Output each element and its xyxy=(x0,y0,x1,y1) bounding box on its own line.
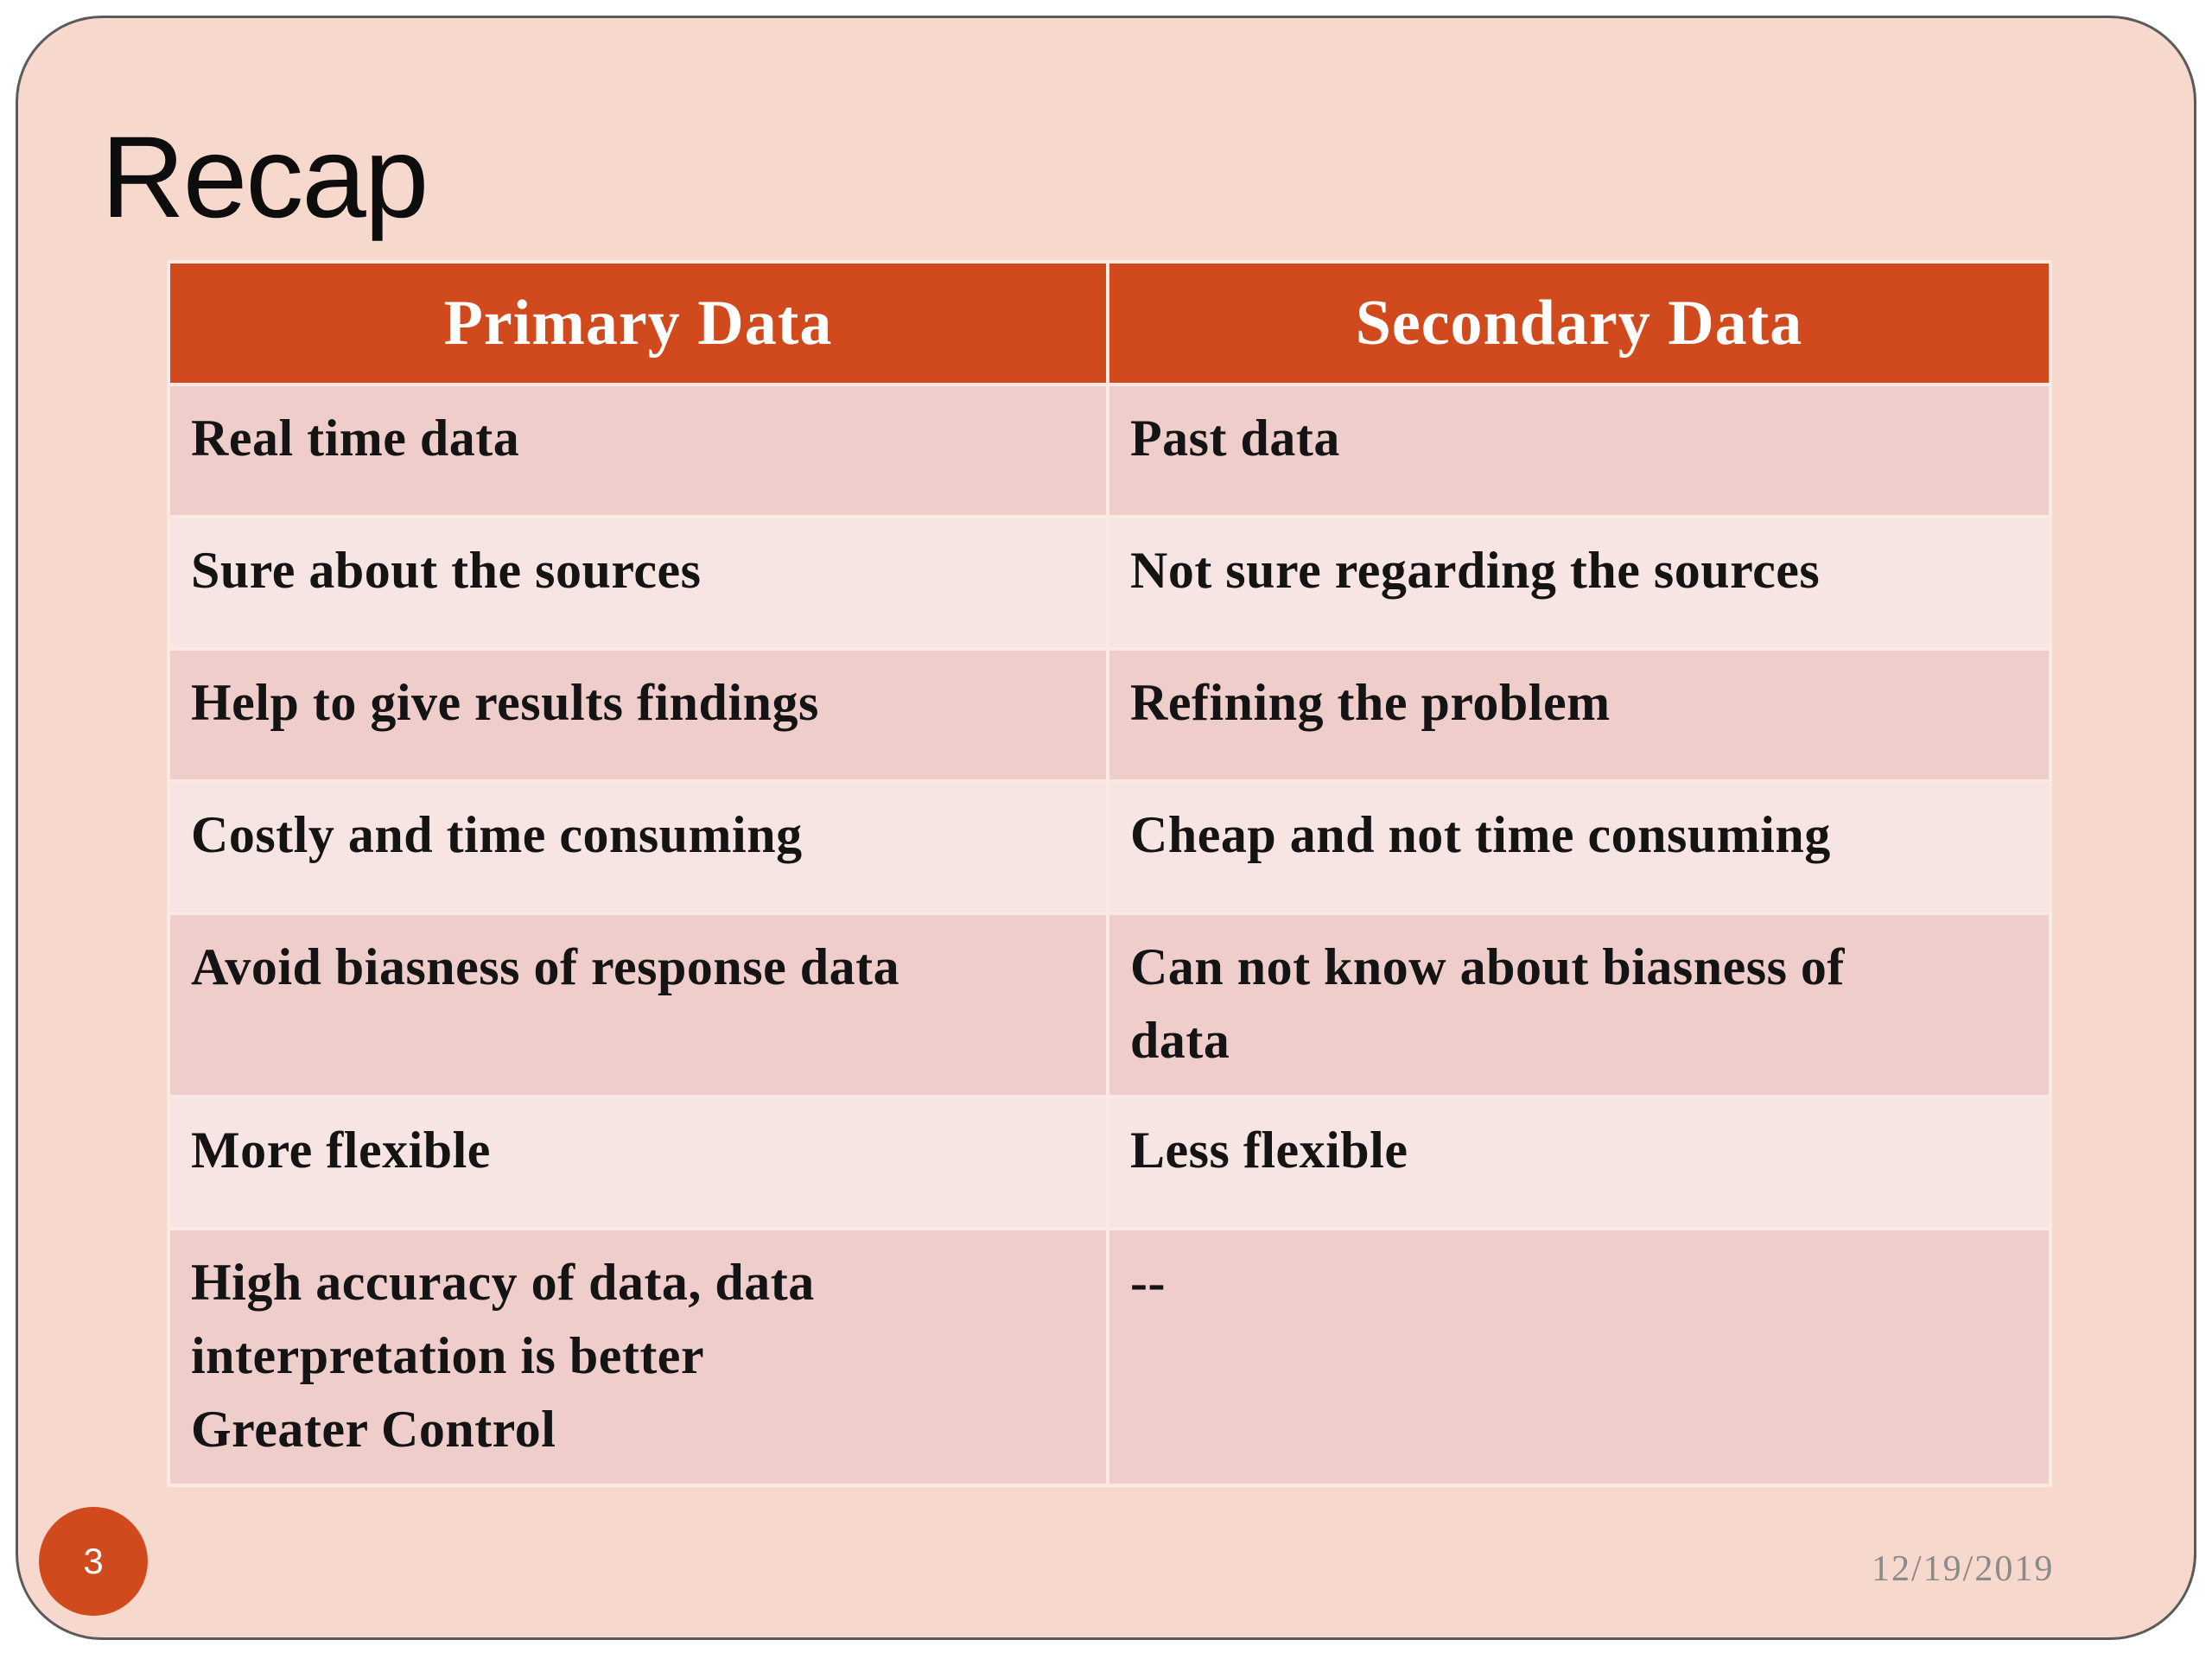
cell-text: interpretation is better xyxy=(191,1327,705,1384)
primary-cell xyxy=(168,1229,1108,1485)
cell-text: -- xyxy=(1130,1254,1166,1311)
primary-cell xyxy=(168,913,1108,1096)
cell-text: Greater Control xyxy=(191,1401,556,1458)
slide-date: 12/19/2019 xyxy=(1872,1549,2055,1589)
cell-text: Past data xyxy=(1130,410,1340,467)
cell-text: Real time data xyxy=(191,410,520,467)
slide-number-badge xyxy=(39,1507,148,1616)
cell-text: Refining the problem xyxy=(1130,674,1611,731)
secondary-cell xyxy=(1108,1096,2050,1229)
secondary-cell xyxy=(1108,781,2050,913)
cell-text: Less flexible xyxy=(1130,1122,1408,1179)
slide-title: Recap xyxy=(101,113,428,242)
secondary-cell xyxy=(1108,1229,2050,1485)
comparison-table xyxy=(167,260,2052,1487)
table-row xyxy=(168,385,2050,517)
primary-cell xyxy=(168,1096,1108,1229)
primary-cell xyxy=(168,517,1108,649)
table-row xyxy=(168,1096,2050,1229)
cell-text: Not sure regarding the sources xyxy=(1130,542,1821,599)
secondary-cell xyxy=(1108,385,2050,517)
primary-cell xyxy=(168,781,1108,913)
cell-text: Help to give results findings xyxy=(191,674,819,731)
table-header-row xyxy=(168,262,2050,385)
table-row xyxy=(168,1229,2050,1485)
cell-text: Cheap and not time consuming xyxy=(1130,806,1831,863)
secondary-cell xyxy=(1108,517,2050,649)
cell-text: data xyxy=(1130,1012,1230,1069)
table-row xyxy=(168,913,2050,1096)
table-row xyxy=(168,517,2050,649)
secondary-cell xyxy=(1108,913,2050,1096)
slide-number: 3 xyxy=(83,1541,104,1581)
primary-cell xyxy=(168,385,1108,517)
slide xyxy=(16,16,2196,1640)
table-row xyxy=(168,781,2050,913)
header-secondary-data: Secondary Data xyxy=(1108,262,2050,385)
cell-text: More flexible xyxy=(191,1122,491,1179)
secondary-cell xyxy=(1108,649,2050,781)
cell-text: Costly and time consuming xyxy=(191,806,803,863)
cell-text: Can not know about biasness of xyxy=(1130,938,1845,995)
cell-text: Avoid biasness of response data xyxy=(191,938,900,995)
cell-text: Sure about the sources xyxy=(191,542,702,599)
header-primary-data: Primary Data xyxy=(168,262,1108,385)
primary-cell xyxy=(168,649,1108,781)
table-row xyxy=(168,649,2050,781)
cell-text: High accuracy of data, data xyxy=(191,1254,815,1311)
